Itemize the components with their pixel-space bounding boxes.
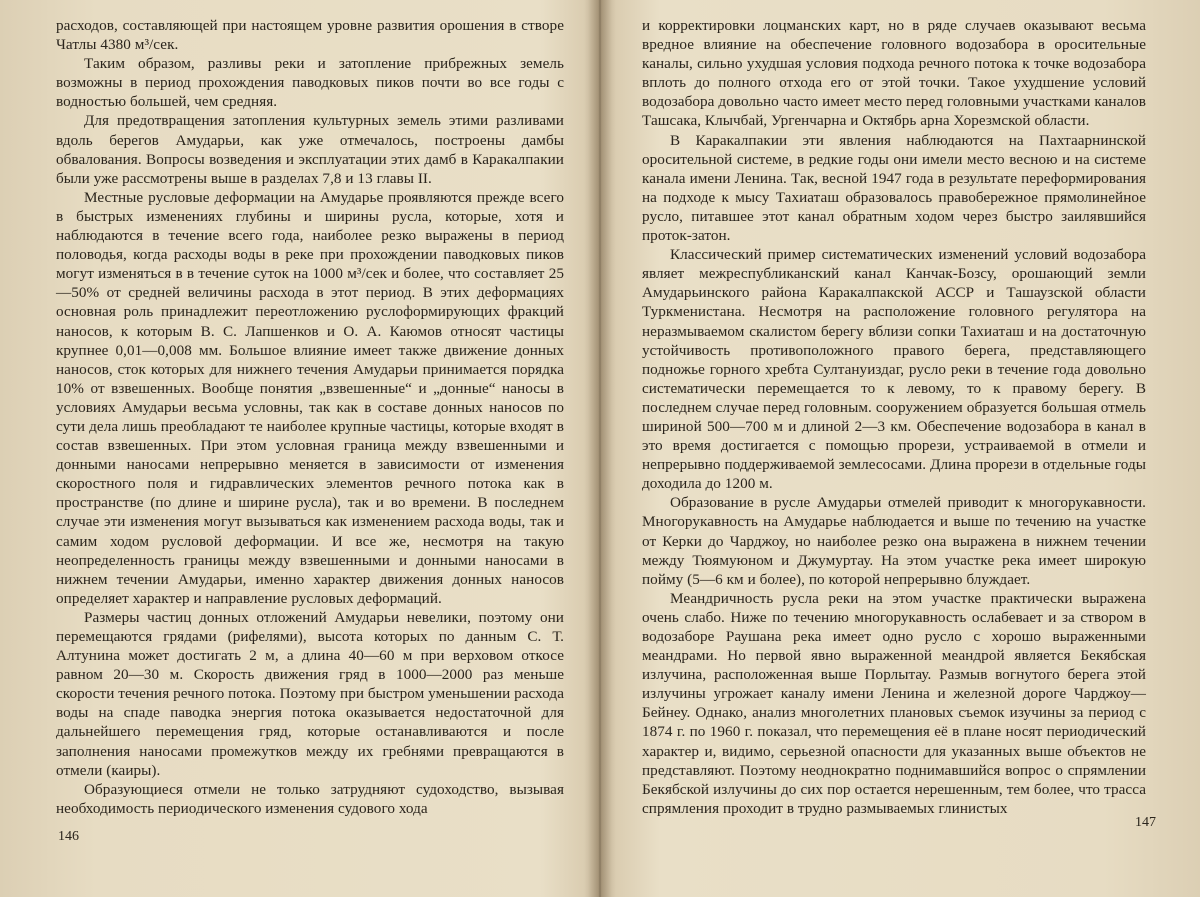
paragraph: Образующиеся отмели не только затрудняют судоходство, вызывая необходимость периодического изменения судового хода — [56, 780, 564, 817]
left-page-text — [56, 16, 564, 818]
paragraph: Классический пример систематических изменений условий водозабора являет межреспубликанский канал Канчак-Бозсу, орошающий земли Амударьинского района Каракалпакской АССР и Ташаузской области Туркменистана. Несмотря на расположение головного регулятора на неразмываемом скалистом берегу вблизи сопки Тахиаташ и на достаточную устойчивость противоположного правого берега, представляющего подножье горного хребта Султануиздаг, русло реки в течение года довольно систематически перемещается то к левому, то к правому берегу. В последнем случае перед головным. сооружением образуется большая отмель шириной 500—700 м и длиной 2—3 км. Обеспечение водозабора в канал в это время достигается с помощью прорези, устраиваемой в отмели и непрерывно поддерживаемой землесосами. Длина прорези в отдельные годы доходила до 1200 м. — [642, 246, 1146, 493]
paragraph: расходов, составляющей при настоящем уровне развития орошения в створе Чатлы 4380 м³/сек. — [56, 17, 564, 54]
right-page-text — [642, 16, 1146, 818]
paragraph: Меандричность русла реки на этом участке практически выражена очень слабо. Ниже по течению многорукавность ослабевает и за створом в водозаборе Раушана река имеет одно русло с хорошо выраженными меандрами. Но первой явно выраженной меандрой является Бекябская излучина, расположенная выше Порлытау. Размыв вогнутого берега этой излучины угрожает каналу имени Ленина и железной дороге Чарджоу—Бейнеу. Однако, анализ многолетних плановых съемок изучины за период с 1874 г. по 1960 г. показал, что перемещения её в плане носят периодический характер и, видимо, серьезной опасности для указанных выше объектов не представляют. Поэтому неоднократно поднимавшийся вопрос о спрямлении Бекябской излучины до сих пор остается нерешенным, тем более, что трасса спрямления проходит в трудно размываемых глинистых — [642, 589, 1146, 817]
paragraph: и корректировки лоцманских карт, но в ряде случаев оказывают весьма вредное влияние на обеспечение головного водозабора в оросительные каналы, сильно ухудшая условия подхода речного потока к точке водозабора вплоть до полного отхода его от этой точки. Такое ухудшение условий водозабора довольно часто имеет место перед головными участками каналов Ташсака, Клычбай, Ургенчарна и Октябрь арна Хорезмской области. — [642, 17, 1146, 130]
right-page — [600, 0, 1200, 897]
paragraph: Для предотвращения затопления культурных земель этими разливами вдоль берегов Амударьи, как уже отмечалось, построены дамбы обвалования. Вопросы возведения и эксплуатации этих дамб в Каракалпакии были уже рассмотрены выше в разделах 7,8 и 13 главы II. — [56, 112, 564, 187]
paragraph: В Каракалпакии эти явления наблюдаются на Пахтаарнинской оросительной системе, в редкие годы они имели место весною и на системе канала имени Ленина. Так, весной 1947 года в результате переформирования на подходе к мысу Тахиаташ образовалось правобережное прямолинейное русло, питавшее этот канал обратным ходом через быстро заилявшийся проток-затон. — [642, 131, 1146, 245]
page-number-right: 147 — [1135, 815, 1156, 830]
paragraph: Образование в русле Амударьи отмелей приводит к многорукавности. Многорукавность на Амударье наблюдается и выше по течению на участке от Керки до Чарджоу, но наиболее резко она выражена в нижнем течении между Тюямуюном и Джумуртау. На этом участке река имеет широкую пойму (5—6 км и более), по которой непрерывно блуждает. — [642, 494, 1146, 588]
paragraph: Таким образом, разливы реки и затопление прибрежных земель возможны в период прохождения паводковых пиков почти во все годы с водностью большей, чем средняя. — [56, 55, 564, 111]
paragraph: Местные русловые деформации на Амударье проявляются прежде всего в быстрых изменениях глубины и ширины русла, которые, хотя и наблюдаются в течение всего года, наиболее резко выражены в период половодья, когда расходы воды в реке при прохождении паводковых пиков могут изменяться в в течение суток на 1000 м³/сек и более, что составляет 25—50% от средней величины расхода в этот период. В этих деформациях основная роль принадлежит переотложению руслоформирующих фракций наносов, к которым В. С. Лапшенков и О. А. Каюмов относят частицы крупнее 0,01—0,008 мм. Большое влияние имеет также движение донных наносов, сток которых для нижнего течения Амударьи принимается порядка 10% от взвешенных. Вообще понятия „взвешенные“ и „донные“ наносы в условиях Амударьи весьма условны, так как в составе донных наносов по сути дела лишь преобладают те наиболее крупные частицы, которые входят в состав взвешенных. При этом условная граница между взвешенными и донными наносами непрерывно меняется в зависимости от изменения скоростного поля и гидравлических элементов речного потока как в пространстве (по длине и ширине русла), так и во времени. В последнем случае эти изменения могут вызываться как изменением расхода воды, так и самим ходом русловой деформации. И все же, несмотря на такую неопределенность границы между взвешенными и донными наносами в нижнем течении Амударьи, именно характер движения донных наносов определяет характер и направление русловых деформаций. — [56, 188, 564, 607]
page-number-left: 146 — [58, 829, 79, 844]
paragraph: Размеры частиц донных отложений Амударьи невелики, поэтому они перемещаются грядами (рифелями), высота которых по данным С. Т. Алтунина может достигать 2 м, а длина 40—60 м при верховом откосе равном 20—30 м. Скорость движения гряд в 1000—2000 раз меньше скорости течения речного потока. Поэтому при быстром уменьшении расхода воды на спаде паводка энергия потока оказывается недостаточной для дальнейшего перемещения гряд, которые останавливаются и после заполнения наносами промежутков между их гребнями превращаются в отмели (каиры). — [56, 608, 564, 779]
